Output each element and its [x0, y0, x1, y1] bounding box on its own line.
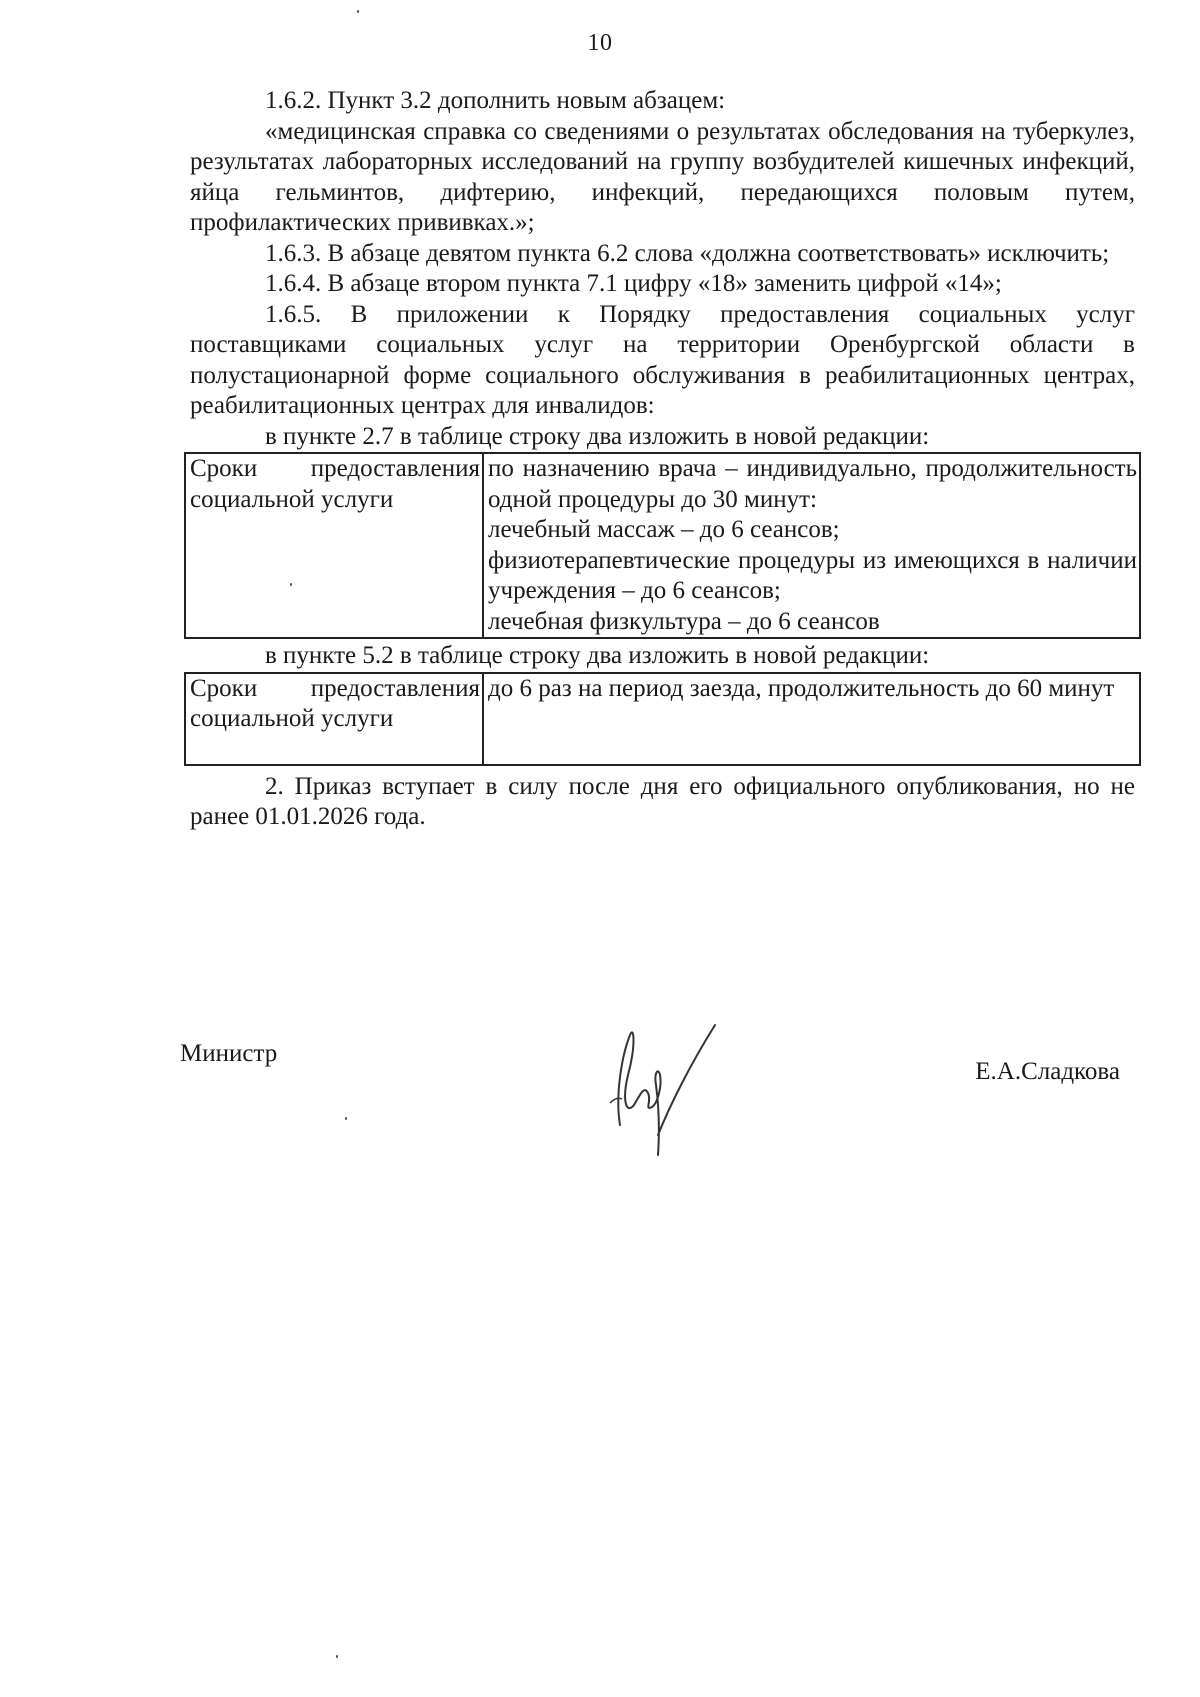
- paragraph-1-6-2: 1.6.2. Пункт 3.2 дополнить новым абзацем:: [265, 87, 726, 114]
- table-cell-left: Сроки предоставления социальной услуги: [185, 453, 483, 638]
- signatory-name: Е.А.Сладкова: [975, 1058, 1120, 1085]
- paragraph-1-6-5: 1.6.5. В приложении к Порядку предоставления социальных услуг поставщиками социальных услуг на территории Оренбургской области в полустационарной форме социального обслуживания в реабилитационных центрах, реабилитационных центрах для инвалидов:: [190, 300, 1135, 419]
- cell-line: лечебный массаж – до 6 сеансов;: [488, 516, 840, 543]
- table-point-5-2: [184, 672, 1141, 766]
- table-row-two: [184, 452, 1141, 639]
- scan-speck: [345, 1117, 347, 1120]
- scan-speck: [290, 583, 292, 586]
- signatory-title: Министр: [180, 1040, 278, 1067]
- scan-speck: [357, 10, 359, 13]
- table-row: [185, 673, 1140, 765]
- cell-line: по назначению врача – индивидуально, продолжительность одной процедуры до 30 минут:: [488, 455, 1137, 513]
- signature-block: [180, 1040, 1120, 1170]
- paragraph-point-5-2: в пункте 5.2 в таблице строку два изложить в новой редакции:: [265, 642, 930, 669]
- table-point-2-7: [184, 452, 1141, 639]
- paragraph-1-6-4: 1.6.4. В абзаце втором пункта 7.1 цифру «18» заменить цифрой «14»;: [265, 270, 1002, 297]
- scan-speck: [336, 1655, 338, 1658]
- table-cell-left: Сроки предоставления социальной услуги: [185, 673, 483, 765]
- document-body: [190, 86, 1135, 833]
- cell-line: физиотерапевтические процедуры из имеющихся в наличии учреждения – до 6 сеансов;: [488, 546, 1137, 604]
- paragraph-1-6-3: 1.6.3. В абзаце девятом пункта 6.2 слова «должна соответствовать» исключить;: [265, 239, 1110, 267]
- paragraph-effective-date: 2. Приказ вступает в силу после дня его официального опубликования, но не ранее 01.01.2026 года.: [190, 772, 1135, 830]
- table-row-two: [184, 672, 1141, 766]
- handwritten-signature: [600, 1015, 730, 1165]
- paragraph-point-2-7: в пункте 2.7 в таблице строку два изложить в новой редакции:: [265, 422, 930, 450]
- paragraph-quote-medical: «медицинская справка со сведениями о результатах обследования на туберкулез, результатах лабораторных исследований на группу возбудителей кишечных инфекций, яйца гельминтов, дифтерию, инфекций, передающихся половым путем, профилактических прививках.»;: [190, 117, 1135, 236]
- table-cell-right: [483, 453, 1140, 638]
- table-row: [185, 453, 1140, 638]
- cell-line: лечебная физкультура – до 6 сеансов: [488, 607, 880, 635]
- page-number: 10: [587, 30, 613, 56]
- table-cell-right: до 6 раз на период заезда, продолжительность до 60 минут: [483, 673, 1140, 765]
